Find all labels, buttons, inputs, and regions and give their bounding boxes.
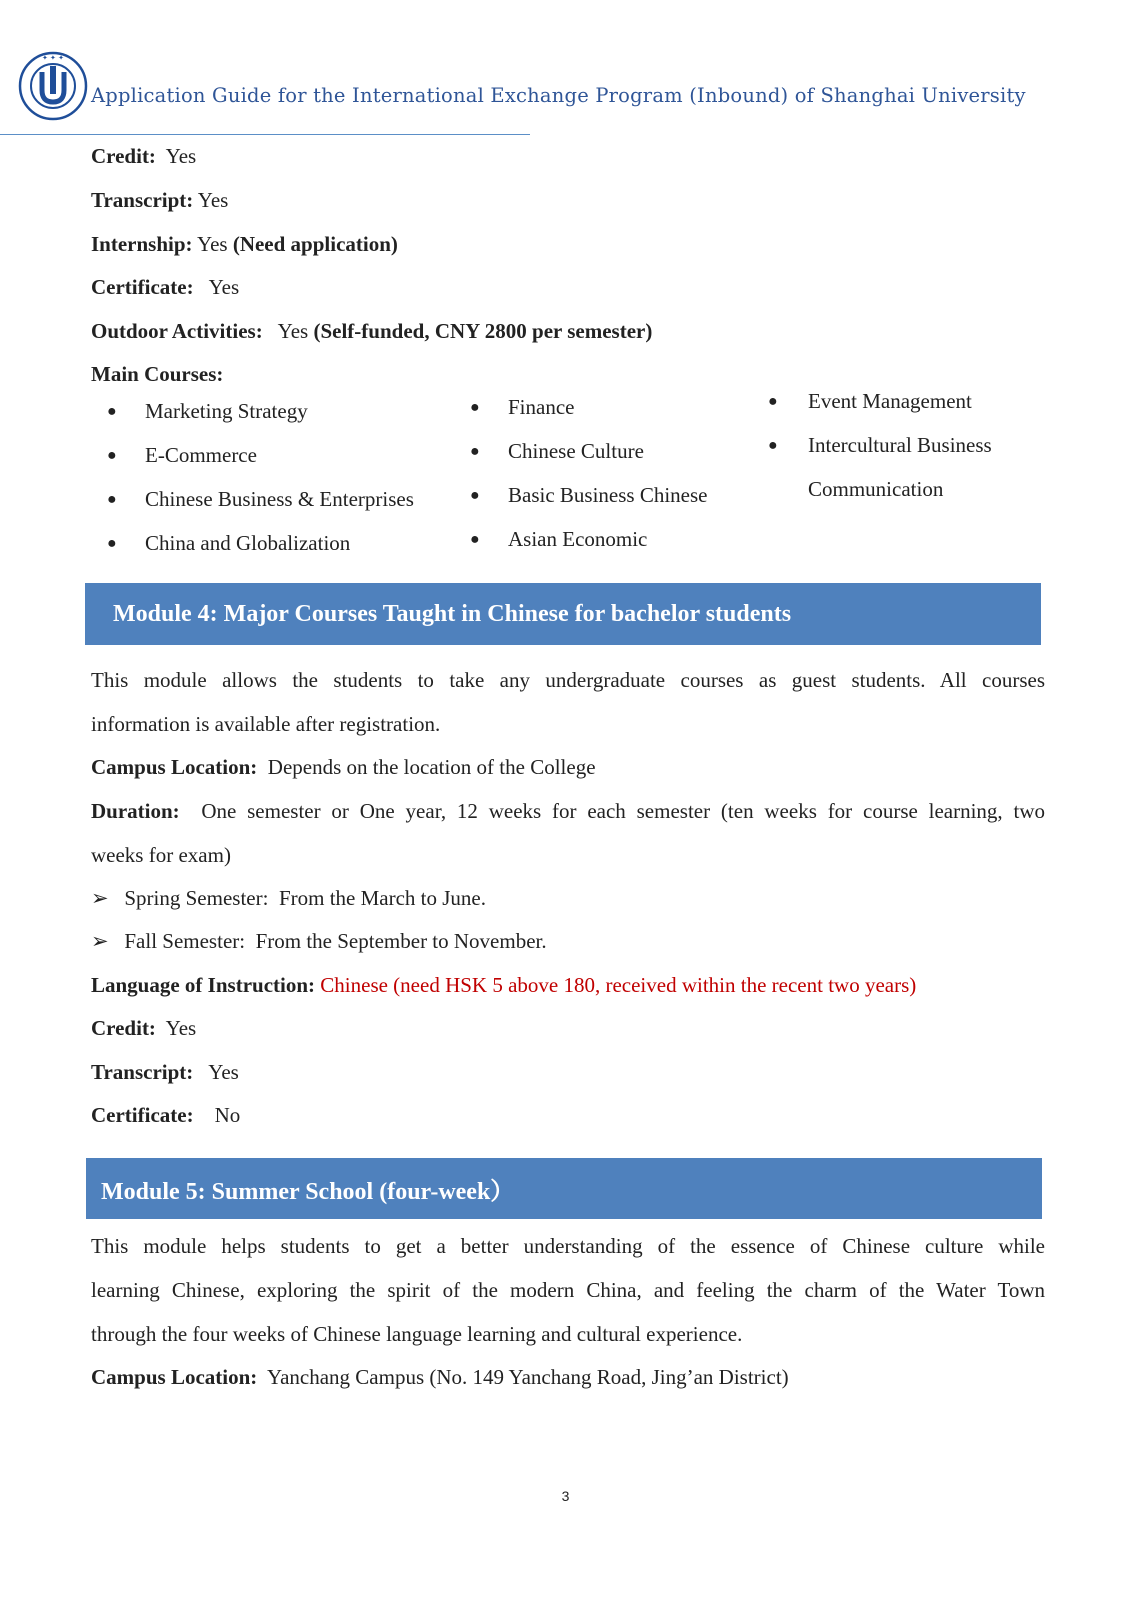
certificate-value: Yes (208, 275, 240, 299)
outdoor-value: Yes (277, 319, 309, 343)
course-item: Communication (808, 477, 944, 501)
module-5-intro-line: through the four weeks of Chinese language learning and cultural experience. (91, 1322, 743, 1346)
bullet-icon: ● (470, 443, 480, 460)
module-4-intro-line: information is available after registration. (91, 712, 441, 736)
bullet-icon: ● (768, 437, 778, 454)
m4-spring-value: From the March to June. (278, 886, 486, 910)
bullet-icon: ● (768, 393, 778, 410)
course-item: Marketing Strategy (145, 399, 308, 423)
module-4-intro-line: This module allows the students to take any undergraduate courses as guest students. All courses (91, 668, 1045, 692)
m4-certificate-value: No (214, 1103, 241, 1127)
outdoor-note: (Self-funded, CNY 2800 per semester) (313, 319, 653, 343)
course-item: Chinese Culture (508, 439, 644, 463)
m4-transcript-value: Yes (208, 1060, 239, 1084)
bullet-icon: ● (470, 399, 480, 416)
m5-campus-value: Yanchang Campus (No. 149 Yanchang Road, Jing’an District) (267, 1365, 789, 1389)
course-item: Intercultural Business (808, 433, 992, 457)
m4-language-label: Language of Instruction: (91, 973, 316, 997)
svg-text:✦ ✦ ✦: ✦ ✦ ✦ (41, 54, 65, 62)
credit-value: Yes (165, 144, 197, 168)
course-item: Finance (508, 395, 575, 419)
m4-fall-value: From the September to November. (255, 929, 547, 953)
course-item: Chinese Business & Enterprises (145, 487, 414, 511)
header-title: Application Guide for the International Exchange Program (Inbound) of Shanghai University (91, 84, 1026, 107)
course-item: China and Globalization (145, 531, 351, 555)
header-divider (0, 134, 530, 135)
credit-row (91, 144, 196, 169)
credit-label: Credit: (91, 144, 156, 168)
page-number: 3 (561, 1488, 570, 1504)
bullet-icon: ● (470, 487, 480, 504)
outdoor-label: Outdoor Activities: (91, 319, 263, 343)
internship-label: Internship: (91, 232, 193, 256)
outdoor-row (91, 319, 652, 344)
certificate-label: Certificate: (91, 275, 194, 299)
university-logo (18, 44, 88, 134)
course-item: E-Commerce (145, 443, 257, 467)
bullet-icon: ● (107, 491, 117, 508)
bullet-icon: ● (107, 535, 117, 552)
m4-transcript-row (91, 1060, 239, 1085)
internship-value: Yes (197, 232, 228, 256)
bullet-icon: ● (107, 447, 117, 464)
module-4-banner (85, 583, 1041, 645)
m4-credit-label: Credit: (91, 1016, 156, 1040)
m4-language-value: Chinese (need HSK 5 above 180, received within the recent two years) (320, 973, 917, 997)
course-item: Event Management (808, 389, 972, 413)
m4-duration-line: weeks for exam) (91, 843, 231, 867)
m4-duration-text: One semester or One year, 12 weeks for each semester (ten weeks for course learning, two (201, 799, 1046, 823)
m4-certificate-label: Certificate: (91, 1103, 194, 1127)
m4-spring-row (91, 886, 486, 911)
m4-duration-line (91, 789, 1045, 833)
bullet-icon: ● (107, 403, 117, 420)
m4-transcript-label: Transcript: (91, 1060, 194, 1084)
course-item: Basic Business Chinese (508, 483, 708, 507)
m4-fall-row (91, 929, 547, 954)
m4-campus-row (91, 755, 596, 780)
module-4-intro (91, 658, 1045, 746)
transcript-label: Transcript: (91, 188, 194, 212)
arrow-bullet-icon: ➢ (91, 886, 109, 910)
bullet-icon: ● (470, 531, 480, 548)
transcript-value: Yes (197, 188, 229, 212)
internship-row (91, 232, 398, 257)
course-item: Asian Economic (508, 527, 648, 551)
transcript-row (91, 188, 228, 213)
module-5-intro-line: learning Chinese, exploring the spirit of the modern China, and feeling the charm of the Water Town (91, 1278, 1045, 1302)
m4-fall-label: Fall Semester: (124, 929, 246, 953)
m4-certificate-row (91, 1103, 240, 1128)
arrow-bullet-icon: ➢ (91, 929, 109, 953)
m5-campus-label: Campus Location: (91, 1365, 258, 1389)
certificate-row (91, 275, 239, 300)
m4-duration-label: Duration: (91, 799, 180, 823)
m5-campus-row (91, 1365, 789, 1390)
m4-campus-label: Campus Location: (91, 755, 258, 779)
module-4-title: Module 4: Major Courses Taught in Chinese for bachelor students (113, 600, 792, 627)
module-5-intro (91, 1224, 1045, 1356)
m4-credit-row (91, 1016, 196, 1041)
m4-spring-label: Spring Semester: (124, 886, 269, 910)
module-5-banner (86, 1158, 1042, 1219)
main-courses-label: Main Courses: (91, 362, 224, 386)
module-5-intro-line: This module helps students to get a better understanding of the essence of Chinese culture while (91, 1234, 1045, 1258)
internship-note: (Need application) (232, 232, 398, 256)
m4-language-row (91, 973, 916, 998)
m4-credit-value: Yes (165, 1016, 197, 1040)
m4-duration (91, 789, 1045, 877)
module-5-title: Module 5: Summer School (four-week） (101, 1179, 515, 1205)
m4-campus-value: Depends on the location of the College (267, 755, 596, 779)
